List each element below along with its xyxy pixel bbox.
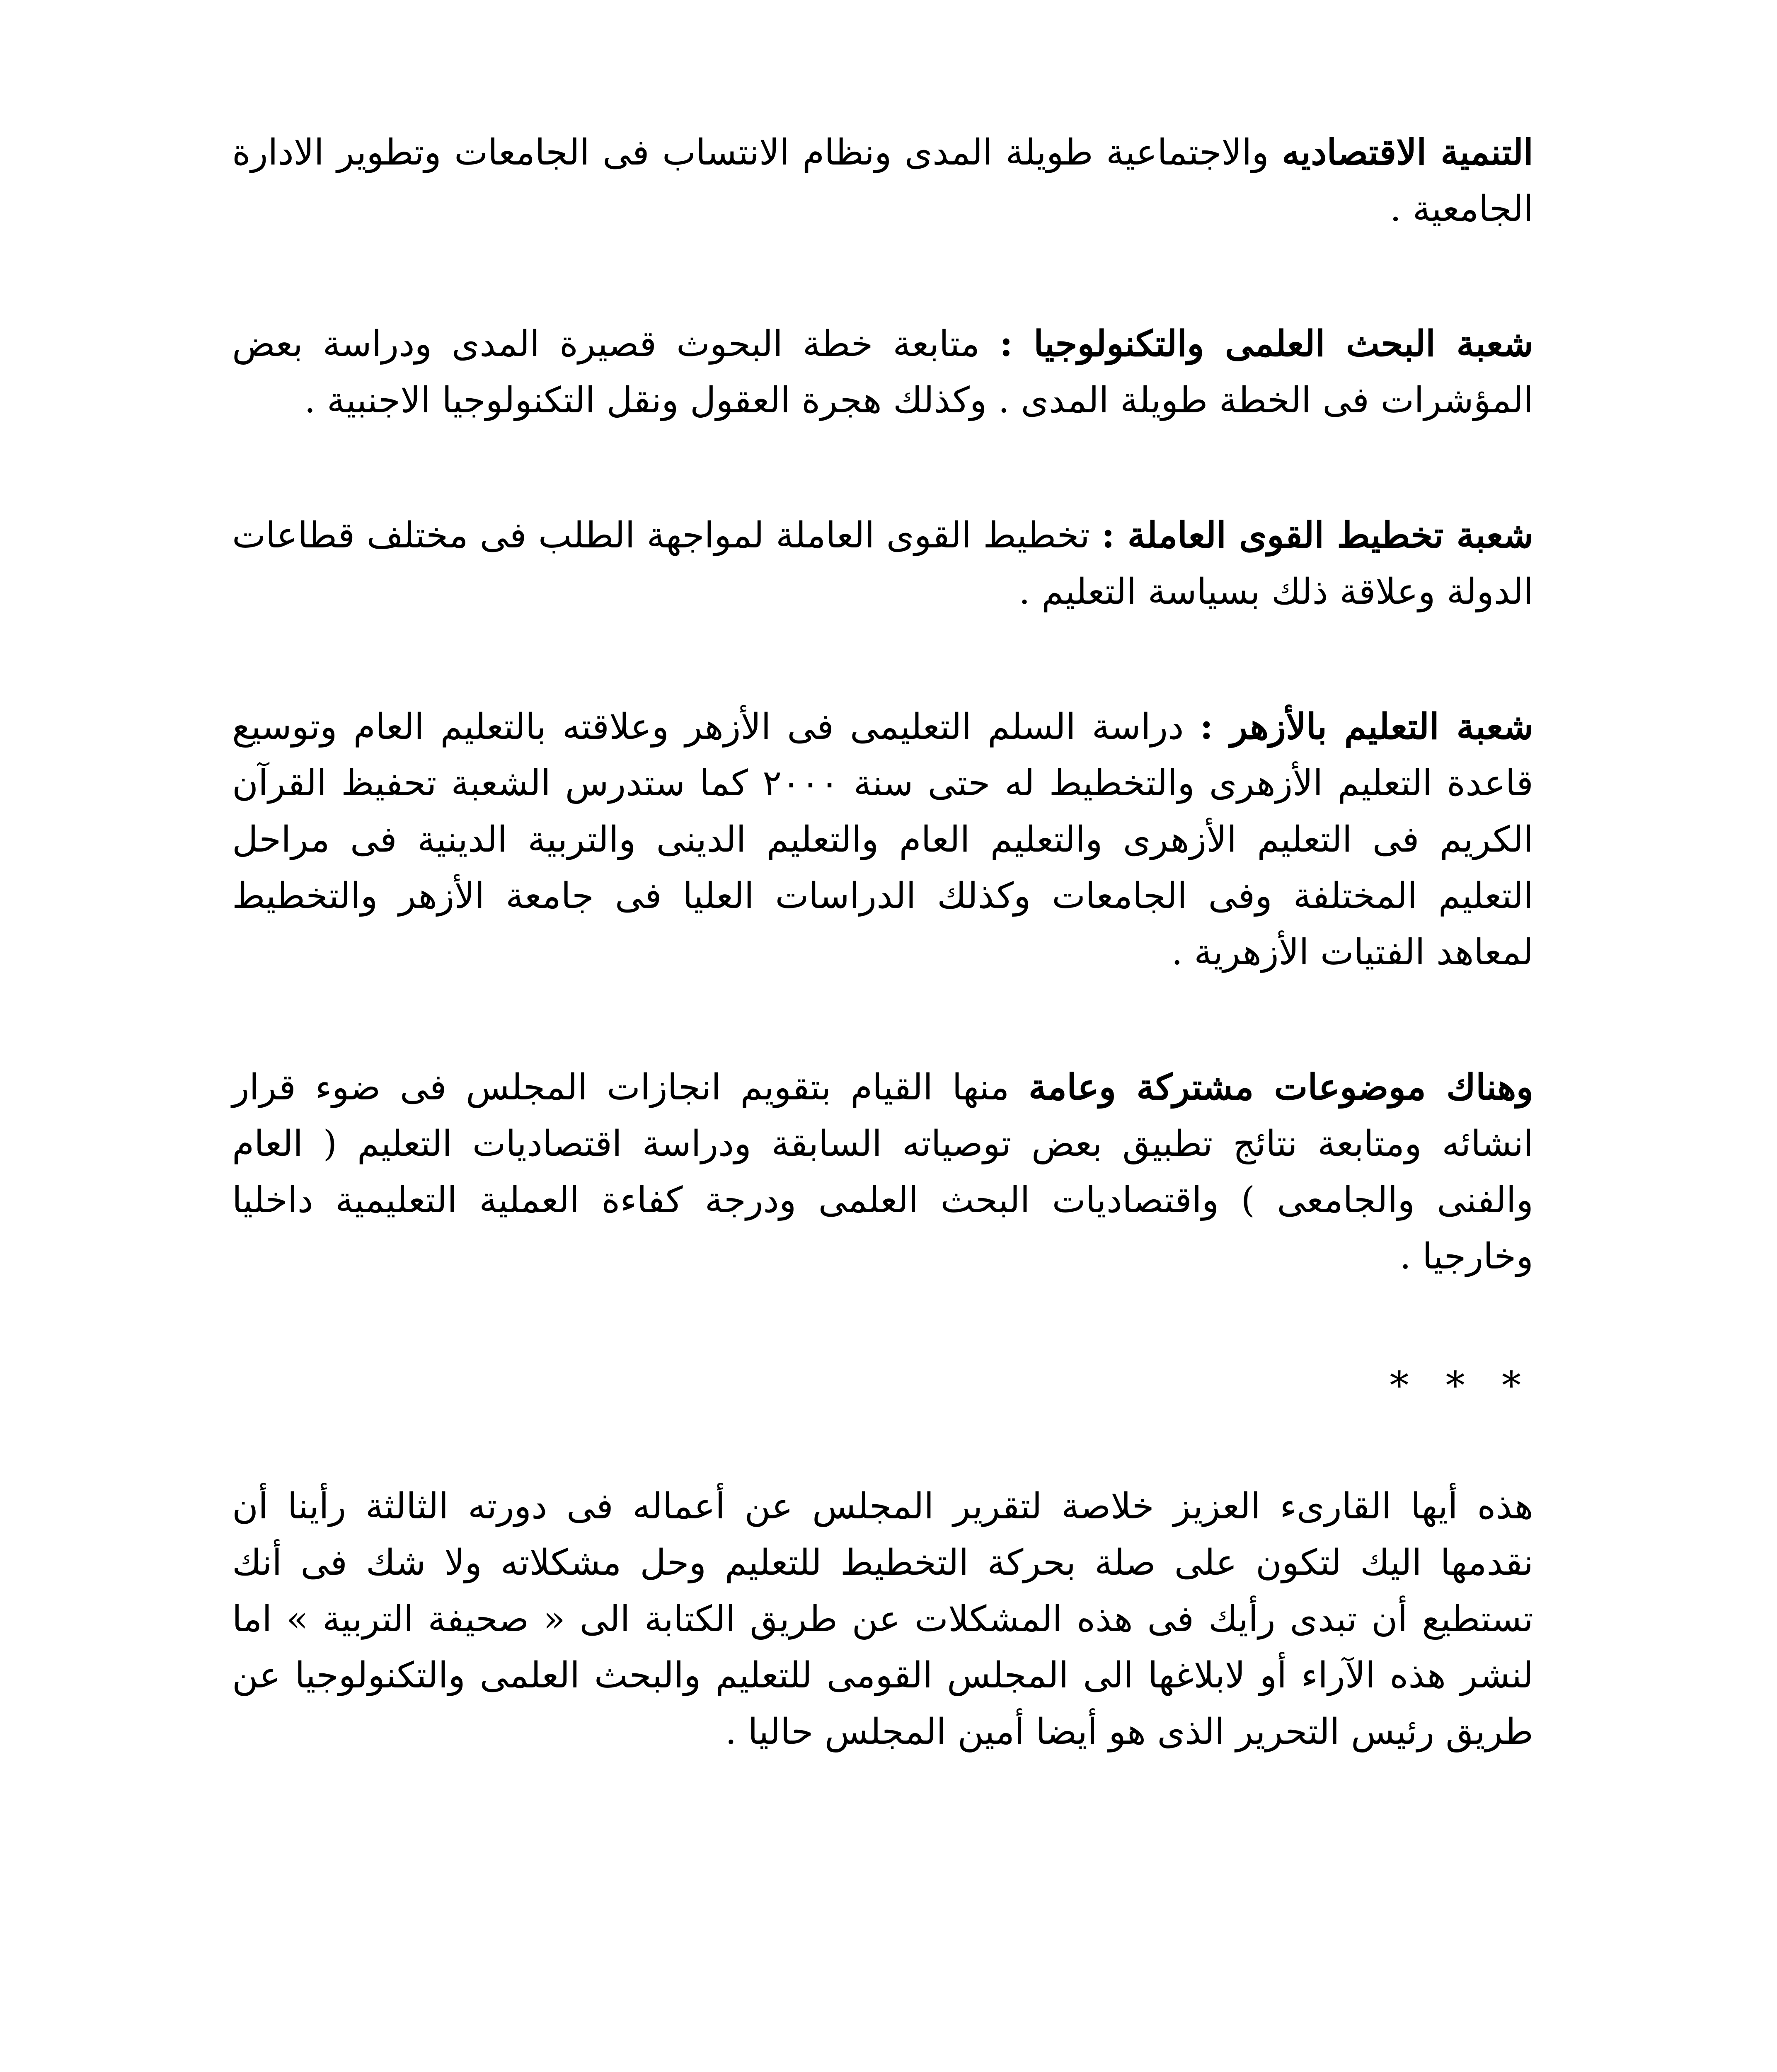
closing-paragraph [232, 1478, 1533, 1760]
section-common-topics [232, 1059, 1533, 1285]
asterisk-separator: * * * [1390, 1363, 1533, 1408]
section-text: تخطيط القوى العاملة لمواجهة الطلب فى مختلف قطاعات الدولة وعلاقة ذلك بسياسة التعليم . [232, 515, 1533, 612]
section-title: وهناك موضوعات مشتركة وعامة [1028, 1066, 1533, 1108]
section-scientific-research [232, 316, 1533, 428]
section-text: منها القيام بتقويم انجازات المجلس فى ضوء قرار انشائه ومتابعة نتائج تطبيق بعض توصياته السابقة ودراسة اقتصاديات التعليم ( العام والفنى والجامعى ) واقتصاديات البحث العلمى ودرجة كفاءة العملية التعليمية داخليا وخارجيا . [232, 1067, 1533, 1277]
section-workforce-planning [232, 507, 1533, 620]
intro-lead: التنمية الاقتصاديه [1282, 131, 1533, 173]
section-title: شعبة التعليم بالأزهر : [1200, 706, 1533, 748]
section-text: دراسة السلم التعليمى فى الأزهر وعلاقته بالتعليم العام وتوسيع قاعدة التعليم الأزهرى والتخطيط له حتى سنة ٢٠٠٠ كما ستدرس الشعبة تحفيظ القرآن الكريم فى التعليم الأزهرى والتعليم العام والتعليم الدينى والتربية الدينية فى مراحل التعليم المختلفة وفى الجامعات وكذلك الدراسات العليا فى جامعة الأزهر والتخطيط لمعاهد الفتيات الأزهرية . [232, 706, 1533, 973]
intro-paragraph [232, 124, 1533, 237]
section-title: شعبة تخطيط القوى العاملة : [1102, 514, 1534, 556]
section-title: شعبة البحث العلمى والتكنولوجيا : [1000, 323, 1533, 365]
intro-text: والاجتماعية طويلة المدى ونظام الانتساب فى الجامعات وتطوير الادارة الجامعية . [232, 132, 1533, 230]
closing-text: هذه أيها القارىء العزيز خلاصة لتقرير المجلس عن أعماله فى دورته الثالثة رأينا أن نقدمها اليك لتكون على صلة بحركة التخطيط للتعليم وحل مشكلاته ولا شك فى أنك تستطيع أن تبدى رأيك فى هذه المشكلات عن طريق الكتابة الى « صحيفة التربية » اما لنشر هذه الآراء أو لابلاغها الى المجلس القومى للتعليم والبحث العلمى والتكنولوجيا عن طريق رئيس التحرير الذى هو أيضا أمين المجلس حاليا . [232, 1486, 1533, 1752]
section-text: متابعة خطة البحوث قصيرة المدى ودراسة بعض المؤشرات فى الخطة طويلة المدى . وكذلك هجرة العقول ونقل التكنولوجيا الاجنبية . [232, 323, 1533, 421]
document-body [232, 124, 1533, 1839]
section-azhar-education [232, 699, 1533, 980]
